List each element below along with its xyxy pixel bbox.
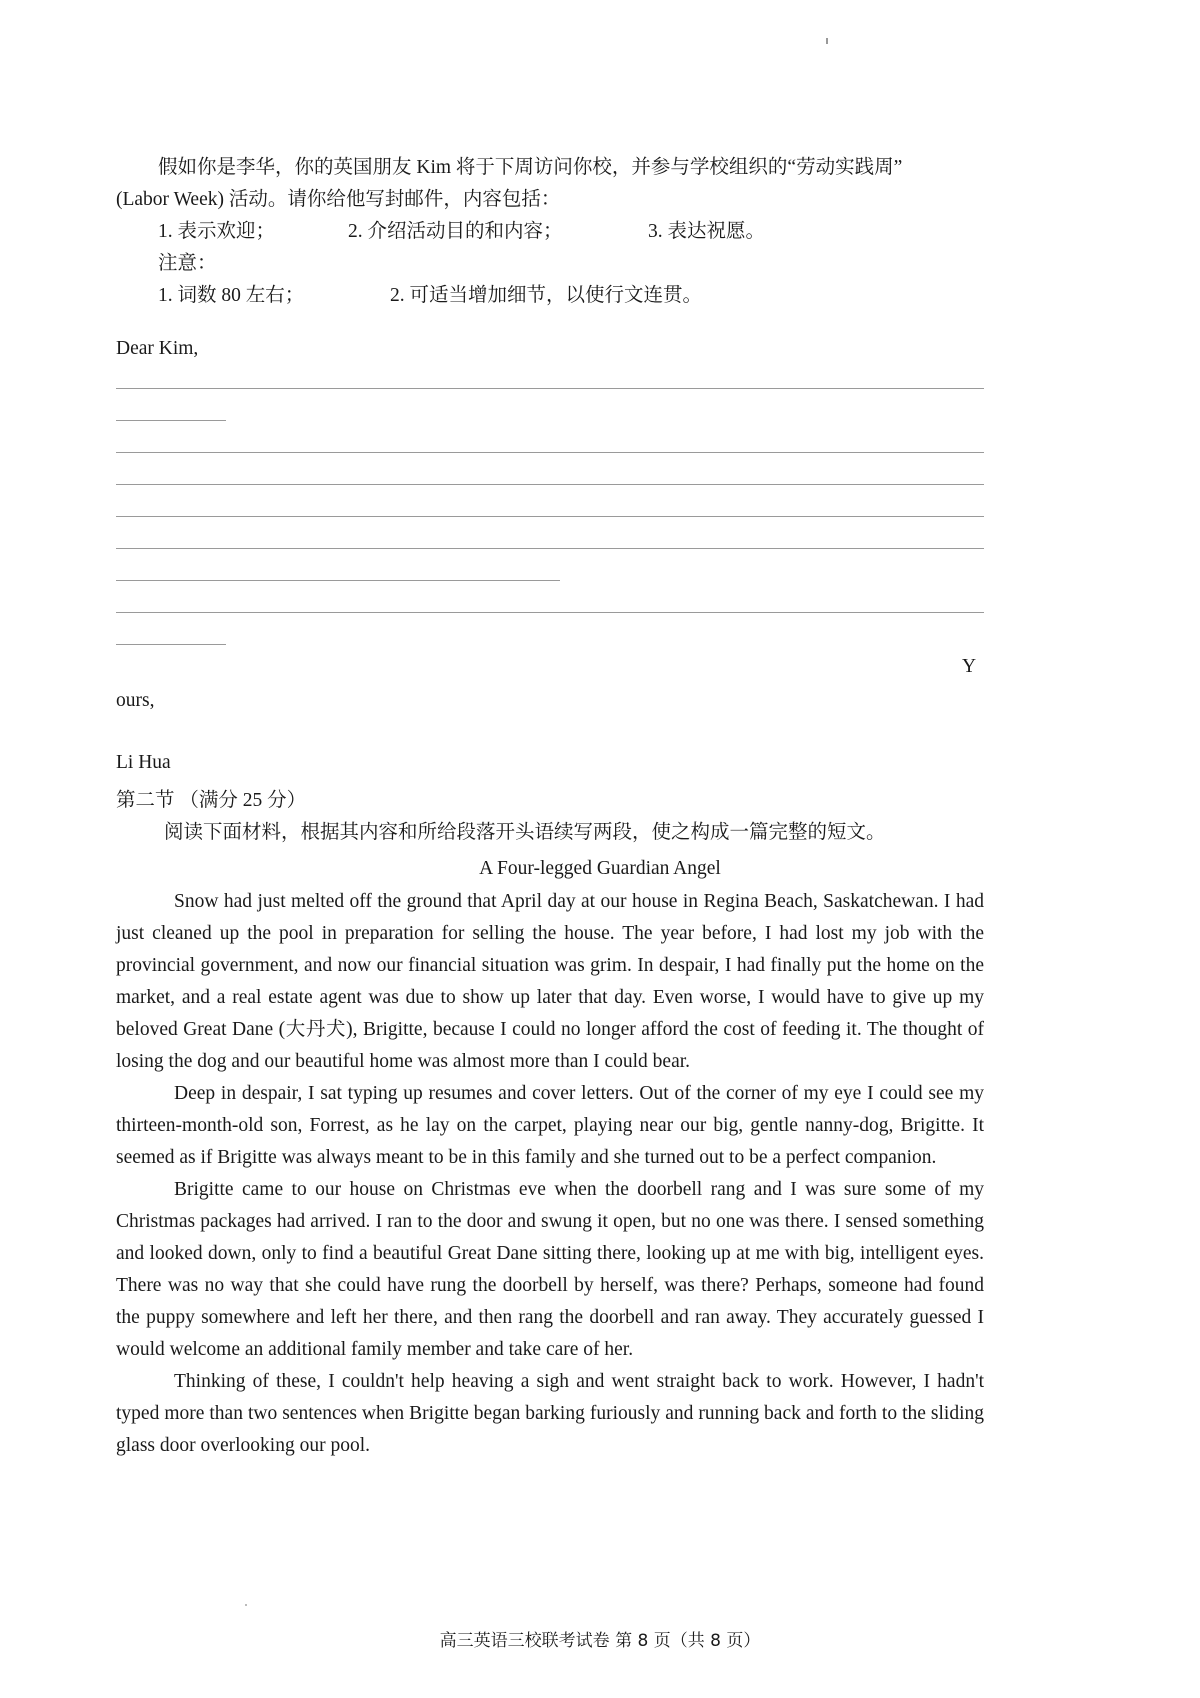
writing-line[interactable] xyxy=(116,548,984,549)
writing-line[interactable] xyxy=(116,452,984,453)
prompt-item-2: 2. 介绍活动目的和内容； xyxy=(348,221,563,242)
prompt-line-2: (Labor Week) 活动。请你给他写封邮件，内容包括： xyxy=(116,189,561,210)
closing-fragment-y: Y xyxy=(962,656,977,677)
writing-line[interactable] xyxy=(116,388,984,389)
prompt-line-1: 假如你是李华，你的英国朋友 Kim 将于下周访问你校，并参与学校组织的“劳动实践周” xyxy=(158,157,903,178)
section-heading: 第二节 （满分 25 分） xyxy=(116,790,307,811)
writing-prompt xyxy=(116,152,996,312)
scan-dot xyxy=(245,1604,247,1606)
story-paragraph: Deep in despair, I sat typing up resumes and cover letters. Out of the corner of my eye I could see my thirteen-month-old son, Forrest, as he lay on the carpet, playing near our big, gentle nanny-dog, Brigitte. It seemed as if Brigitte was always meant to be in this family and she turned out to be a perfect companion. xyxy=(116,1083,984,1168)
story-title: A Four-legged Guardian Angel xyxy=(479,858,721,879)
scan-mark xyxy=(826,38,828,44)
writing-line[interactable] xyxy=(116,420,226,421)
prompt-item-3: 3. 表达祝愿。 xyxy=(648,221,766,242)
prompt-items xyxy=(116,216,996,248)
prompt-notes xyxy=(116,280,996,312)
prompt-item-1: 1. 表示欢迎； xyxy=(158,221,276,242)
closing-fragment-ours: ours, xyxy=(116,690,155,711)
story-paragraph: Snow had just melted off the ground that April day at our house in Regina Beach, Saskatchewan. I had just cleaned up the pool in preparation for selling the house. The year before, I had lost my job with the provincial government, and now our financial situation was grim. In despair, I had finally put the home on the market, and a real estate agent was due to show up later that day. Even worse, I would have to give up my beloved Great Dane (大丹犬), Brigitte, because I could no longer afford the cost of feeding it. The thought of losing the dog and our beautiful home was almost more than I could bear. xyxy=(116,891,984,1072)
story-paragraph: Brigitte came to our house on Christmas eve when the doorbell rang and I was sure some of my Christmas packages had arrived. I ran to the door and swung it open, but no one was there. I sensed something and looked down, only to find a beautiful Great Dane sitting there, looking up at me with big, intelligent eyes. There was no way that she could have rung the doorbell by herself, was there? Perhaps, someone had found the puppy somewhere and left her there, and then rang the doorbell and ran away. They accurately guessed I would welcome an additional family member and take care of her. xyxy=(116,1179,984,1360)
letter-signature: Li Hua xyxy=(116,752,171,773)
writing-line[interactable] xyxy=(116,580,560,581)
prompt-note-label: 注意： xyxy=(158,253,217,274)
prompt-note-1: 1. 词数 80 左右； xyxy=(158,285,305,306)
writing-line[interactable] xyxy=(116,516,984,517)
letter-greeting: Dear Kim, xyxy=(116,338,199,359)
prompt-note-2: 2. 可适当增加细节，以使行文连贯。 xyxy=(390,285,703,306)
writing-line[interactable] xyxy=(116,612,984,613)
story-paragraph: Thinking of these, I couldn't help heaving a sigh and went straight back to work. However, I hadn't typed more than two sentences when Brigitte began barking furiously and running back and forth to the sliding glass door overlooking our pool. xyxy=(116,1371,984,1456)
page-footer: 高三英语三校联考试卷 第 8 页（共 8 页） xyxy=(439,1631,761,1651)
story-body xyxy=(116,886,984,1462)
writing-line[interactable] xyxy=(116,484,984,485)
section-instruction: 阅读下面材料，根据其内容和所给段落开头语续写两段，使之构成一篇完整的短文。 xyxy=(164,822,886,843)
writing-line[interactable] xyxy=(116,644,226,645)
